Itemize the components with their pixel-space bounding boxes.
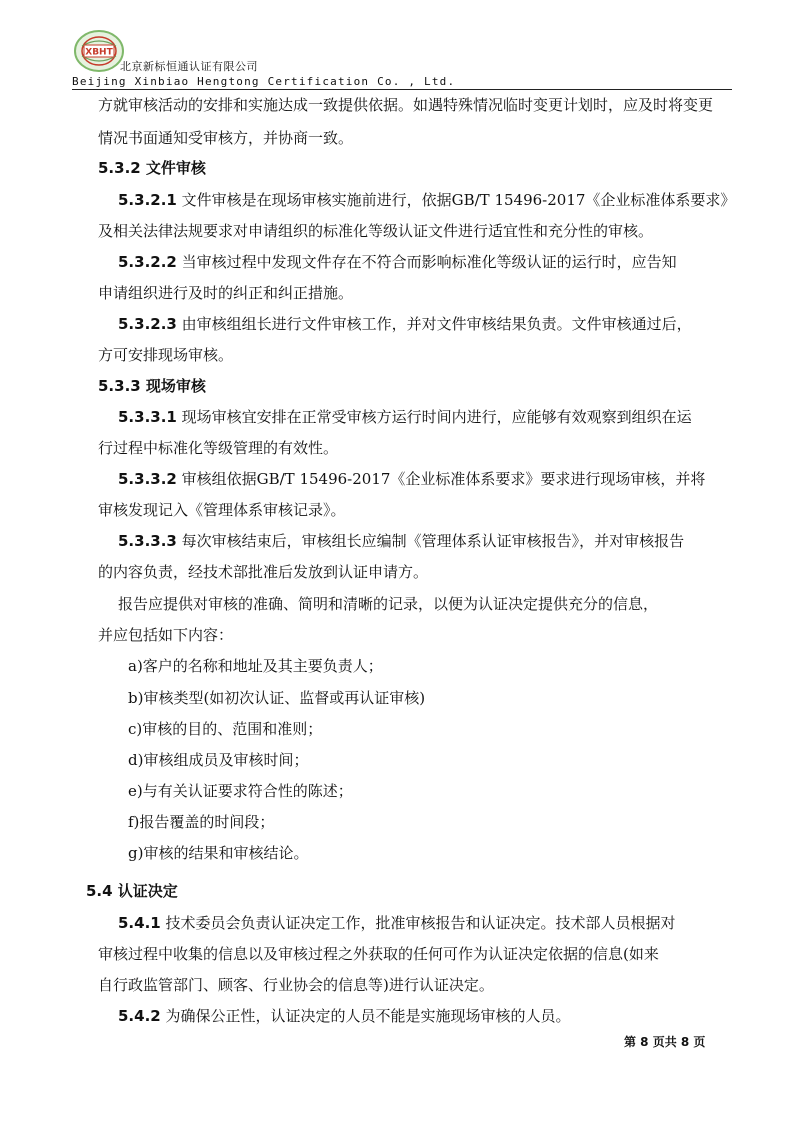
paragraph-line: 报告应提供对审核的准确、简明和清晰的记录，以便为认证决定提供充分的信息， [118, 595, 659, 613]
section-heading-5-3-3: 5.3.3 现场审核 [98, 377, 206, 395]
clause-number: 5.3.2.2 [118, 253, 177, 271]
clause-5-3-3-2 [118, 469, 705, 489]
section-heading-5-3-2: 5.3.2 文件审核 [98, 159, 206, 177]
clause-text: 每次审核结束后，审核组长应编制《管理体系认证审核报告》，并对审核报告 [176, 532, 685, 550]
clause-text: 现场审核宜安排在正常受审核方运行时间内进行，应能够有效观察到组织在运 [176, 408, 692, 426]
clause-text: 为确保公正性，认证决定的人员不能是实施现场审核的人员。 [160, 1007, 571, 1025]
section-heading-5-4: 5.4 认证决定 [86, 882, 178, 900]
list-item: a)客户的名称和地址及其主要负责人； [128, 657, 383, 675]
clause-number: 5.4.1 [118, 914, 161, 932]
paragraph-line: 审核发现记入《管理体系审核记录》。 [98, 501, 346, 519]
clause-5-3-2-3 [118, 314, 692, 334]
list-item: g)审核的结果和审核结论。 [128, 844, 309, 862]
paragraph-line: 审核过程中收集的信息以及审核过程之外获取的任何可作为认证决定依据的信息(如来 [98, 945, 659, 963]
clause-number: 5.3.2.3 [118, 315, 177, 333]
page-header [72, 28, 732, 90]
clause-text: 审核组依据GB/T 15496-2017《企业标准体系要求》要求进行现场审核，并将 [176, 470, 706, 488]
clause-number: 5.3.3.2 [118, 470, 177, 488]
logo-text: XBHT [85, 47, 113, 58]
company-name-en: Beijing Xinbiao Hengtong Certification Co. , Ltd. [72, 75, 456, 88]
clause-number: 5.3.3.3 [118, 532, 177, 550]
paragraph-line: 申请组织进行及时的纠正和纠正措施。 [98, 284, 354, 302]
clause-5-3-3-1 [118, 407, 692, 427]
page-number: 第 8 页共 8 页 [624, 1035, 706, 1049]
clause-number: 5.3.3.1 [118, 408, 177, 426]
list-item: f)报告覆盖的时间段； [128, 813, 275, 831]
list-item: b)审核类型(如初次认证、监督或再认证审核) [128, 689, 426, 707]
clause-text: 文件审核是在现场审核实施前进行，依据GB/T 15496-2017《企业标准体系要求》 [176, 191, 736, 209]
list-item: d)审核组成员及审核时间； [128, 751, 309, 769]
clause-5-4-1 [118, 913, 676, 933]
clause-text: 当审核过程中发现文件存在不符合而影响标准化等级认证的运行时，应告知 [176, 253, 677, 271]
paragraph-line: 方就审核活动的安排和实施达成一致提供依据。如遇特殊情况临时变更计划时，应及时将变更 [98, 96, 714, 114]
clause-number: 5.4.2 [118, 1007, 161, 1025]
clause-5-3-3-3 [118, 531, 684, 551]
paragraph-line: 情况书面通知受审核方，并协商一致。 [98, 129, 354, 147]
paragraph-line: 的内容负责，经技术部批准后发放到认证申请方。 [98, 563, 429, 581]
list-item: e)与有关认证要求符合性的陈述； [128, 782, 353, 800]
clause-text: 技术委员会负责认证决定工作，批准审核报告和认证决定。技术部人员根据对 [160, 914, 676, 932]
paragraph-line: 并应包括如下内容： [98, 626, 234, 644]
list-item: c)审核的目的、范围和准则； [128, 720, 323, 738]
clause-number: 5.3.2.1 [118, 191, 177, 209]
paragraph-line: 行过程中标准化等级管理的有效性。 [98, 439, 339, 457]
clause-5-3-2-1 [118, 190, 735, 210]
paragraph-line: 及相关法律法规要求对申请组织的标准化等级认证文件进行适宜性和充分性的审核。 [98, 222, 654, 240]
clause-5-4-2 [118, 1006, 571, 1026]
header-divider [72, 89, 732, 90]
clause-text: 由审核组组长进行文件审核工作，并对文件审核结果负责。文件审核通过后， [176, 315, 692, 333]
clause-5-3-2-2 [118, 252, 677, 272]
paragraph-line: 自行政监管部门、顾客、行业协会的信息等)进行认证决定。 [98, 976, 494, 994]
paragraph-line: 方可安排现场审核。 [98, 346, 234, 364]
company-logo [72, 28, 126, 74]
company-name-cn: 北京新标恒通认证有限公司 [120, 60, 258, 73]
